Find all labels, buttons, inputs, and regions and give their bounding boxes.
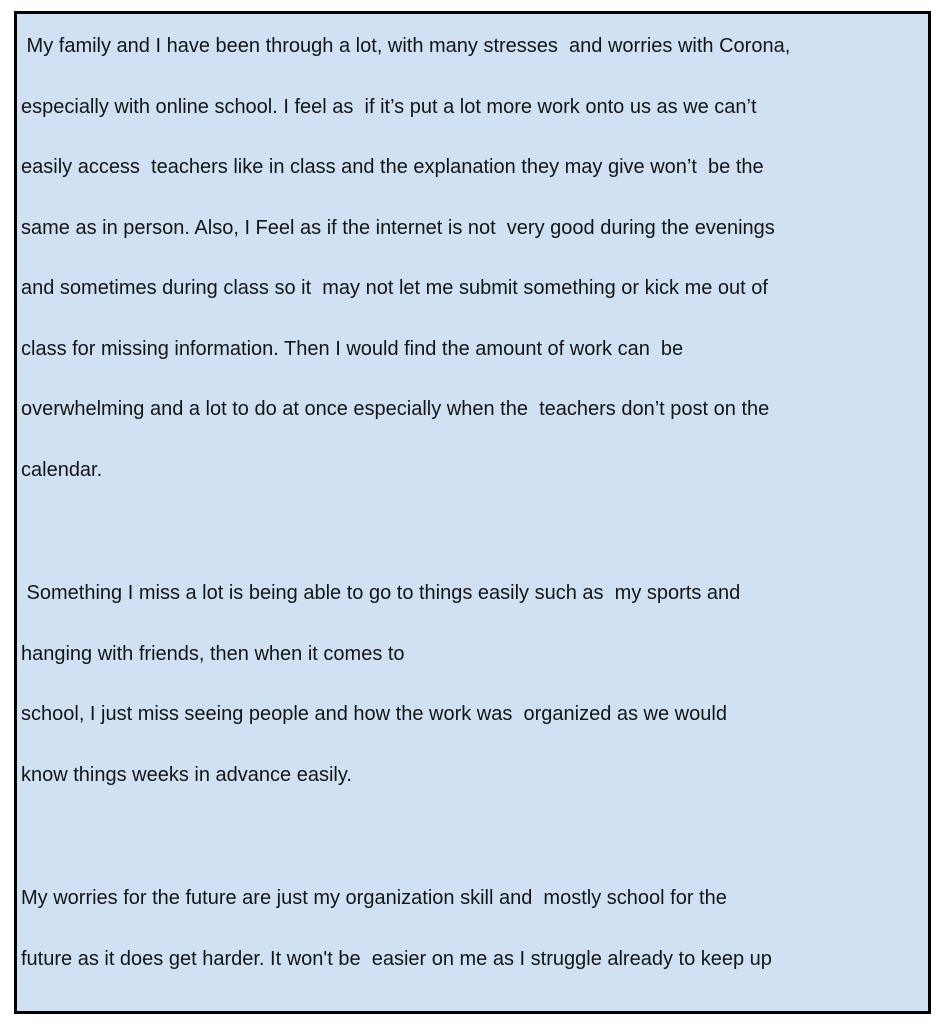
paragraph-online-school-stress	[21, 16, 922, 500]
text-line: My family and I have been through a lot, with many stresses and worries with Corona,	[21, 35, 791, 57]
text-line: know things weeks in advance easily.	[21, 763, 352, 786]
text-line: and sometimes during class so it may not let me submit something or kick me out of	[21, 277, 768, 299]
text-line: especially with online school. I feel as if it’s put a lot more work onto us as we can’t	[21, 95, 757, 118]
text-line: school, I just miss seeing people and how the work was organized as we would	[21, 703, 727, 725]
essay-textbox	[14, 11, 931, 1014]
text-line: calendar.	[21, 458, 103, 481]
paragraph-things-missed	[21, 563, 922, 805]
paragraph-future-worries	[21, 868, 922, 989]
text-line: easily access teachers like in class and the explanation they may give won’t be the	[21, 156, 764, 178]
text-line: class for missing information. Then I would find the amount of work can be	[21, 337, 684, 360]
text-line: Something I miss a lot is being able to go to things easily such as my sports and	[21, 582, 741, 604]
text-line: overwhelming and a lot to do at once especially when the teachers don’t post on the	[21, 398, 770, 420]
text-line: My worries for the future are just my organization skill and mostly school for the	[21, 887, 727, 909]
text-line: hanging with friends, then when it comes to	[21, 642, 405, 665]
text-line: future as it does get harder. It won't be easier on me as I struggle already to keep up	[21, 947, 772, 970]
text-line: same as in person. Also, I Feel as if the internet is not very good during the evenings	[21, 216, 775, 239]
